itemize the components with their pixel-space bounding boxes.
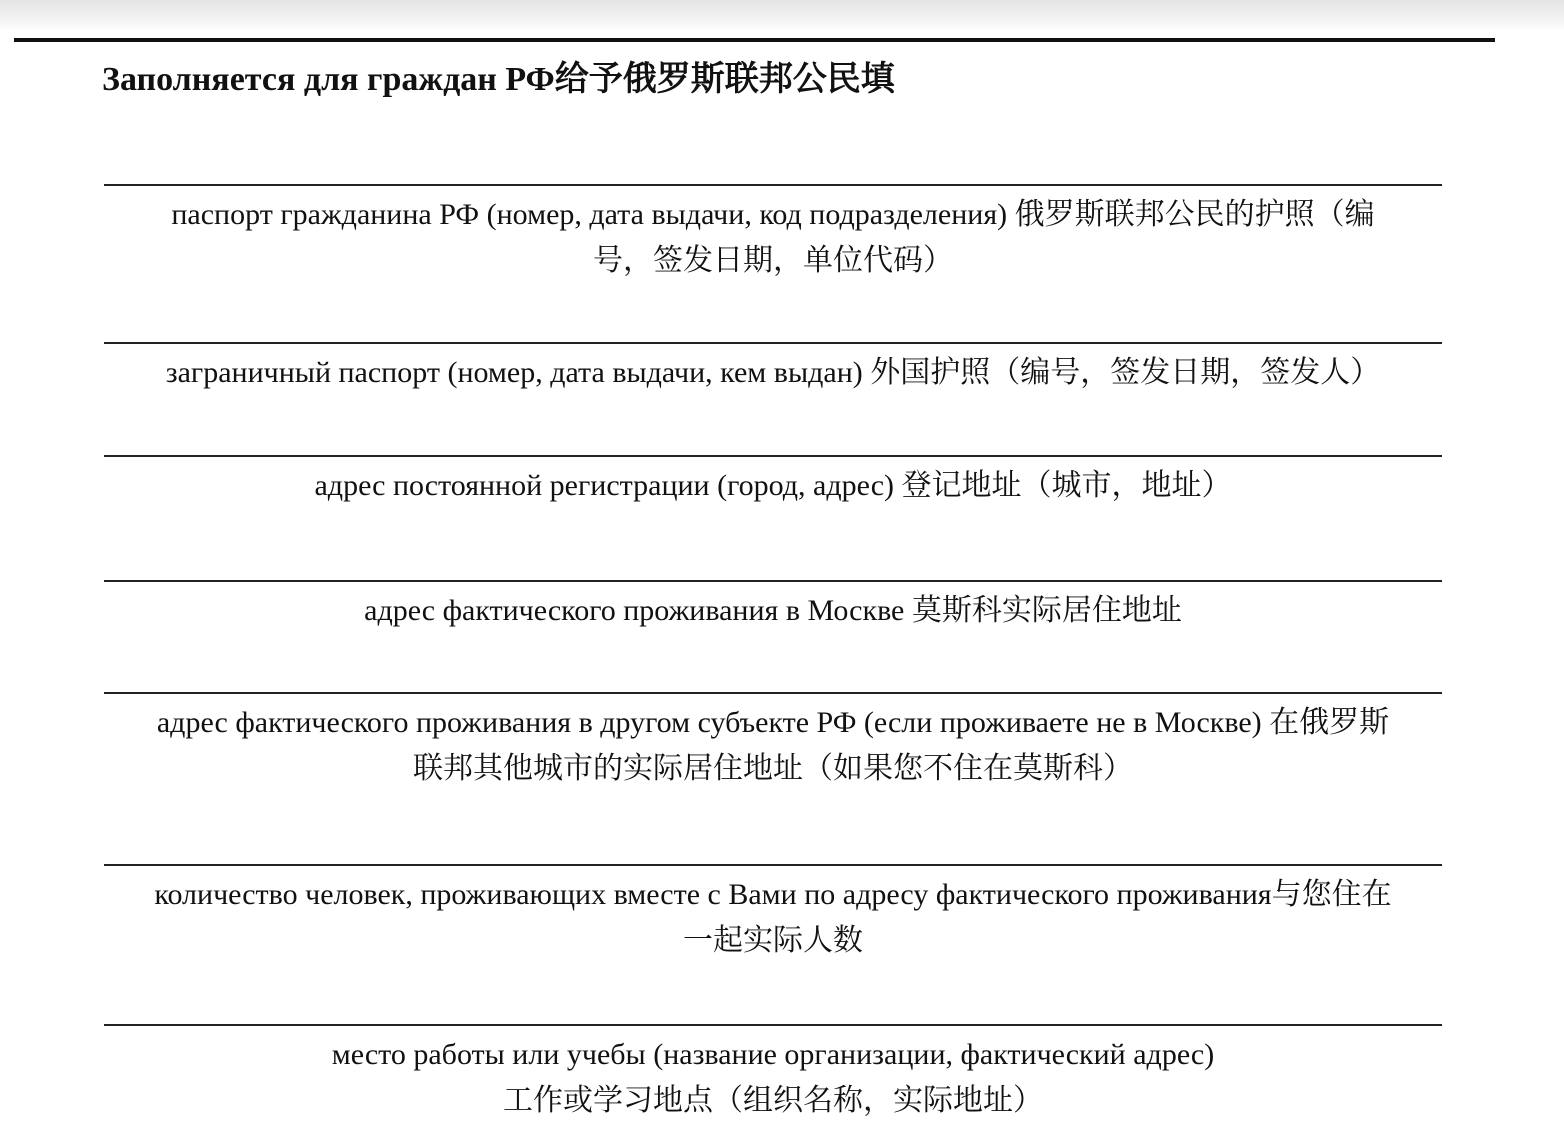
- work-or-study-caption: [104, 1032, 1442, 1124]
- section-title: Заполняется для граждан РФ给予俄罗斯联邦公民填: [102, 61, 895, 98]
- caption-line: паспорт гражданина РФ (номер, дата выдачи, код подразделения) 俄罗斯联邦公民的护照（编: [171, 198, 1375, 231]
- foreign-passport-caption: [104, 350, 1442, 396]
- caption-line: количество человек, проживающих вместе с Вами по адресу фактического проживания与您住在: [154, 878, 1392, 911]
- caption-line: 号，签发日期，单位代码）: [593, 244, 953, 277]
- moscow-address-caption: [104, 588, 1442, 634]
- page-top-shadow: [0, 0, 1564, 32]
- field-registration-address: [104, 455, 1442, 509]
- moscow-address-input-line[interactable]: [104, 580, 1442, 582]
- caption-line: адрес фактического проживания в другом субъекте РФ (если проживаете не в Москве) 在俄罗斯: [156, 706, 1390, 739]
- other-region-address-input-line[interactable]: [104, 692, 1442, 694]
- field-rf-passport: [104, 184, 1442, 284]
- work-or-study-input-line[interactable]: [104, 1024, 1442, 1026]
- other-region-address-caption: [104, 700, 1442, 792]
- field-work-or-study-place: [104, 1024, 1442, 1124]
- caption-line: место работы или учебы (название организации, фактический адрес): [331, 1038, 1215, 1071]
- caption-line: адрес фактического проживания в Москве 莫斯科实际居住地址: [364, 594, 1182, 627]
- field-other-region-address: [104, 692, 1442, 792]
- rf-passport-caption: [104, 192, 1442, 284]
- caption-line: 工作或学习地点（组织名称，实际地址）: [503, 1084, 1043, 1117]
- field-cohabitants-count: [104, 864, 1442, 964]
- registration-address-input-line[interactable]: [104, 455, 1442, 457]
- cohabitants-count-caption: [104, 872, 1442, 964]
- field-foreign-passport: [104, 342, 1442, 396]
- field-moscow-address: [104, 580, 1442, 634]
- registration-address-caption: [104, 463, 1442, 509]
- caption-line: 联邦其他城市的实际居住地址（如果您不住在莫斯科）: [413, 752, 1133, 785]
- caption-line: заграничный паспорт (номер, дата выдачи, кем выдан) 外国护照（编号，签发日期，签发人）: [165, 356, 1381, 389]
- caption-line: адрес постоянной регистрации (город, адрес) 登记地址（城市，地址）: [314, 469, 1232, 502]
- cohabitants-count-input-line[interactable]: [104, 864, 1442, 866]
- rf-passport-input-line[interactable]: [104, 184, 1442, 186]
- foreign-passport-input-line[interactable]: [104, 342, 1442, 344]
- caption-line: 一起实际人数: [683, 924, 863, 957]
- header-divider: [14, 38, 1495, 42]
